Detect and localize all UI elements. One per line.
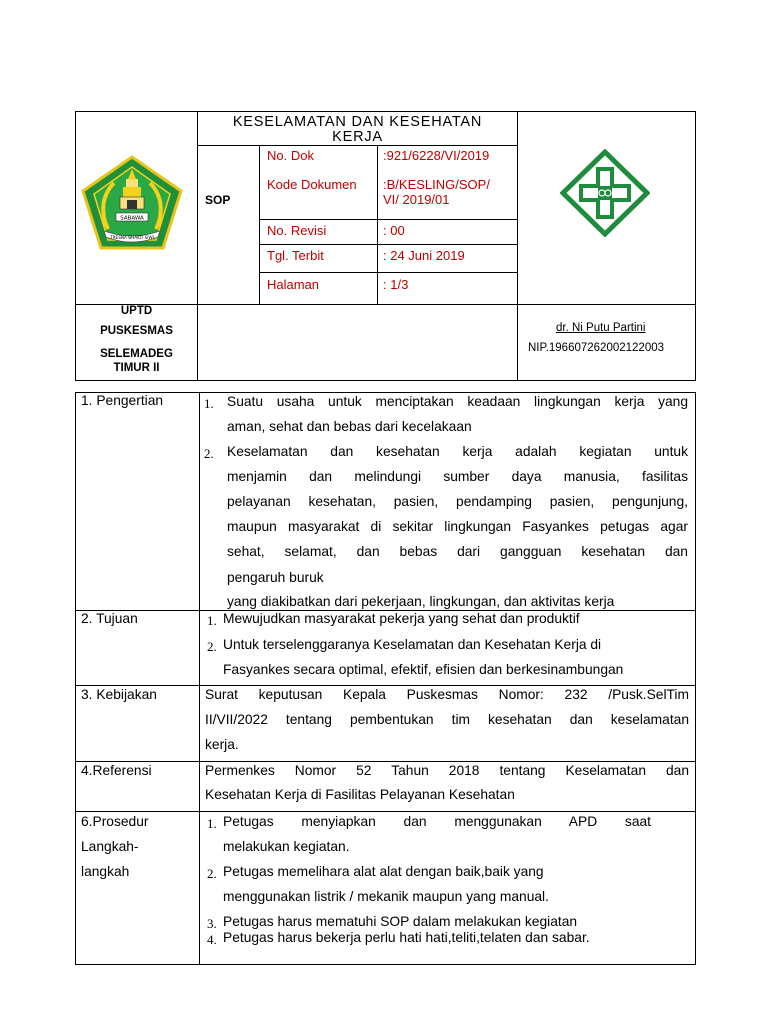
org-line-2: PUSKESMAS <box>100 325 173 337</box>
item-number: 2. <box>204 446 214 461</box>
svg-text:TRESNA BHAKTI SIWI: TRESNA BHAKTI SIWI <box>110 235 154 240</box>
pengertian-item2-line6: pengaruh buruk <box>227 570 324 585</box>
label-prosedur-1: 6.Prosedur <box>81 814 149 829</box>
org-line-3: SELEMADEG <box>100 348 173 360</box>
puskesmas-logo <box>560 149 650 237</box>
kebijakan-line1: Surat keputusan Kepala Puskesmas Nomor: 232 /Pusk.SelTim <box>205 687 689 702</box>
prosedur-item4: Petugas harus bekerja perlu hati hati,teliti,telaten dan sabar. <box>223 930 590 945</box>
kebijakan-line3: kerja. <box>205 737 239 752</box>
pengertian-item1-line2: aman, sehat dan bebas dari kecelakaan <box>227 419 472 434</box>
label-prosedur-2: Langkah- <box>81 839 139 854</box>
referensi-line2: Kesehatan Kerja di Fasilitas Pelayanan Kesehatan <box>205 787 515 802</box>
prosedur-item2-line1: Petugas memelihara alat alat dengan baik,baik yang <box>223 864 544 879</box>
doc-title-line2: KERJA <box>332 129 383 145</box>
item-number: 2. <box>207 866 217 881</box>
prosedur-item3: Petugas harus mematuhi SOP dalam melakukan kegiatan <box>223 914 578 929</box>
meta-label-no-revisi: No. Revisi <box>267 223 327 238</box>
pengertian-item2-line3: pelayanan kesehatan, pasien, pendamping pasien, pengunjung, <box>227 494 688 509</box>
pengertian-item2-line4: maupun masyarakat di sekitar lingkungan Fasyankes petugas agar <box>227 519 688 534</box>
label-pengertian: 1. Pengertian <box>81 393 164 408</box>
referensi-line1: Permenkes Nomor 52 Tahun 2018 tentang Keselamatan dan <box>205 763 689 778</box>
label-tujuan: 2. Tujuan <box>81 611 138 626</box>
item-number: 4. <box>207 932 217 947</box>
meta-value-no-revisi: : 00 <box>383 223 405 238</box>
meta-value-kode-dokumen-2: VI/ 2019/01 <box>383 192 450 207</box>
item-number: 1. <box>204 396 214 411</box>
regency-seal-icon <box>80 155 184 251</box>
label-referensi: 4.Referensi <box>81 763 152 778</box>
signer-nip: NIP.196607262002122003 <box>528 342 665 354</box>
label-kebijakan: 3. Kebijakan <box>81 687 157 702</box>
svg-text:SABAWA: SABAWA <box>120 215 144 222</box>
item-number: 1. <box>207 613 217 628</box>
kebijakan-line2: II/VII/2022 tentang pembentukan tim kesehatan dan keselamatan <box>205 712 689 727</box>
pengertian-item1-line1: Suatu usaha untuk menciptakan keadaan lingkungan kerja yang <box>227 394 688 409</box>
meta-value-kode-dokumen: :B/KESLING/SOP/ <box>383 177 490 192</box>
sop-label: SOP <box>205 193 231 207</box>
regency-logo <box>80 155 184 251</box>
item-number: 3. <box>207 916 217 931</box>
pengertian-item2-line1: Keselamatan dan kesehatan kerja adalah kegiatan untuk <box>227 444 688 459</box>
meta-label-kode-dokumen: Kode Dokumen <box>267 177 357 192</box>
prosedur-item1-line1: Petugas menyiapkan dan menggunakan APD saat <box>223 814 651 829</box>
meta-value-no-dok: :921/6228/VI/2019 <box>383 148 490 163</box>
meta-label-tgl-terbit: Tgl. Terbit <box>267 248 324 263</box>
pengertian-item2-line5: sehat, selamat, dan bebas dari gangguan kesehatan dan <box>227 544 688 559</box>
tujuan-item2-line1: Untuk terselenggaranya Keselamatan dan Kesehatan Kerja di <box>223 637 602 652</box>
item-number: 2. <box>207 639 217 654</box>
meta-label-halaman: Halaman <box>267 277 320 292</box>
tujuan-item1: Mewujudkan masyarakat pekerja yang sehat dan produktif <box>223 611 580 626</box>
label-prosedur-3: langkah <box>81 864 130 879</box>
pengertian-item2-line2: menjamin dan melindungi sumber daya manusia, fasilitas <box>227 469 688 484</box>
meta-value-tgl-terbit: : 24 Juni 2019 <box>383 248 465 263</box>
prosedur-item1-line2: melakukan kegiatan. <box>223 839 350 854</box>
item-number: 1. <box>207 816 217 831</box>
doc-title-line1: KESELAMATAN DAN KESEHATAN <box>232 114 483 130</box>
meta-label-no-dok: No. Dok <box>267 148 314 163</box>
prosedur-item2-line2: menggunakan listrik / mekanik maupun yang manual. <box>223 889 549 904</box>
org-line-4: TIMUR II <box>113 362 160 374</box>
signer-name: dr. Ni Putu Partini <box>556 322 646 334</box>
meta-value-halaman: : 1/3 <box>383 277 409 292</box>
pengertian-item2-line7: yang diakibatkan dari pekerjaan, lingkungan, dan aktivitas kerja <box>227 594 615 609</box>
tujuan-item2-line2: Fasyankes secara optimal, efektif, efisien dan berkesinambungan <box>223 662 624 677</box>
org-line-1: UPTD <box>120 305 153 317</box>
puskesmas-cross-icon <box>560 149 650 237</box>
